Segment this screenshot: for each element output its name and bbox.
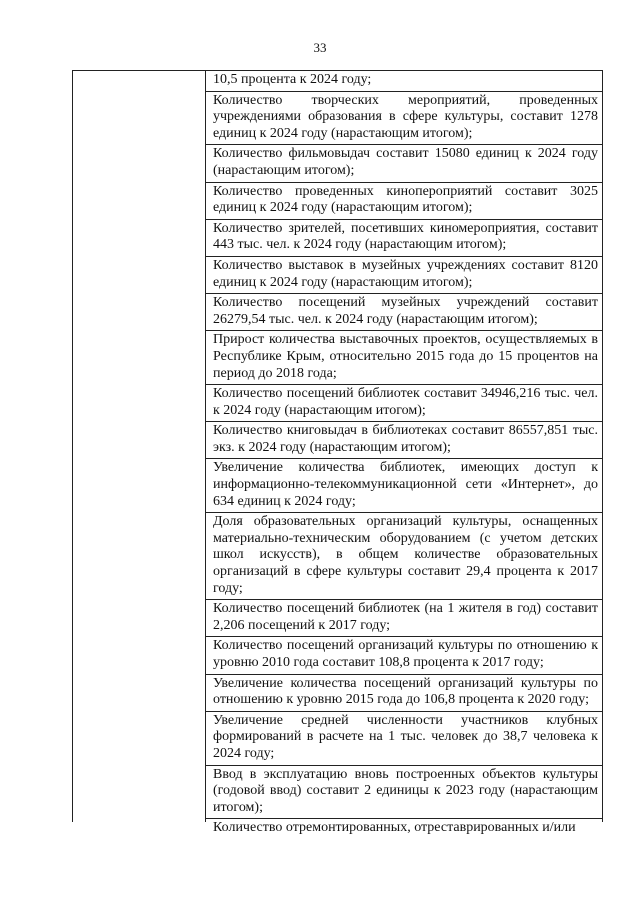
indicator-cell: Доля образовательных организаций культуры, оснащенных материально-техническим оборудованием (с учетом детских школ искусств), в общем количестве образовательных организаций в сфере культуры составит 29,4 процента к 2017 году; [206, 513, 602, 600]
page-number: 33 [313, 40, 327, 55]
indicators-table [72, 70, 603, 836]
indicator-cell: Количество посещений библиотек (на 1 жителя в год) составит 2,206 посещений к 2017 году; [206, 600, 602, 637]
indicator-cell: Увеличение количества посещений организаций культуры по отношению к уровню 2015 года до 106,8 процента к 2020 году; [206, 675, 602, 712]
indicator-cell: Количество фильмовыдач составит 15080 единиц к 2024 году (нарастающим итогом); [206, 145, 602, 182]
indicator-cell: Количество посещений библиотек составит 34946,216 тыс. чел. к 2024 году (нарастающим итогом); [206, 385, 602, 422]
indicator-cell: Количество книговыдач в библиотеках составит 86557,851 тыс. экз. к 2024 году (нарастающим итогом); [206, 422, 602, 459]
indicator-cell: Увеличение количества библиотек, имеющих доступ к информационно-телекоммуникационной сети «Интернет», до 634 единиц к 2024 году; [206, 459, 602, 513]
indicator-cell: Увеличение средней численности участников клубных формирований в расчете на 1 тыс. человек до 38,7 человека к 2024 году; [206, 712, 602, 766]
indicator-cell: 10,5 процента к 2024 году; [206, 71, 602, 92]
indicator-cell: Количество творческих мероприятий, проведенных учреждениями образования в сфере культуры, составит 1278 единиц к 2024 году (нарастающим итогом); [206, 92, 602, 146]
indicator-cell: Прирост количества выставочных проектов, осуществляемых в Республике Крым, относительно 2015 года до 15 процентов на период до 2018 года; [206, 331, 602, 385]
table-left-column [73, 71, 206, 822]
indicator-cell: Количество отремонтированных, отреставрированных и/или [213, 820, 576, 836]
indicator-cell: Количество посещений музейных учреждений составит 26279,54 тыс. чел. к 2024 году (нарастающим итогом); [206, 294, 602, 331]
indicator-cell: Количество посещений организаций культуры по отношению к уровню 2010 года составит 108,8 процента к 2017 году; [206, 637, 602, 674]
indicator-cell: Количество выставок в музейных учреждениях составит 8120 единиц к 2024 году (нарастающим итогом); [206, 257, 602, 294]
indicator-cell: Количество зрителей, посетивших киномероприятия, составит 443 тыс. чел. к 2024 году (нарастающим итогом); [206, 220, 602, 257]
table-right-column [206, 71, 602, 836]
indicator-cell: Ввод в эксплуатацию вновь построенных объектов культуры (годовой ввод) составит 2 единицы к 2023 году (нарастающим итогом); [206, 766, 602, 820]
indicator-cell: Количество проведенных кинопероприятий составит 3025 единиц к 2024 году (нарастающим итогом); [206, 183, 602, 220]
